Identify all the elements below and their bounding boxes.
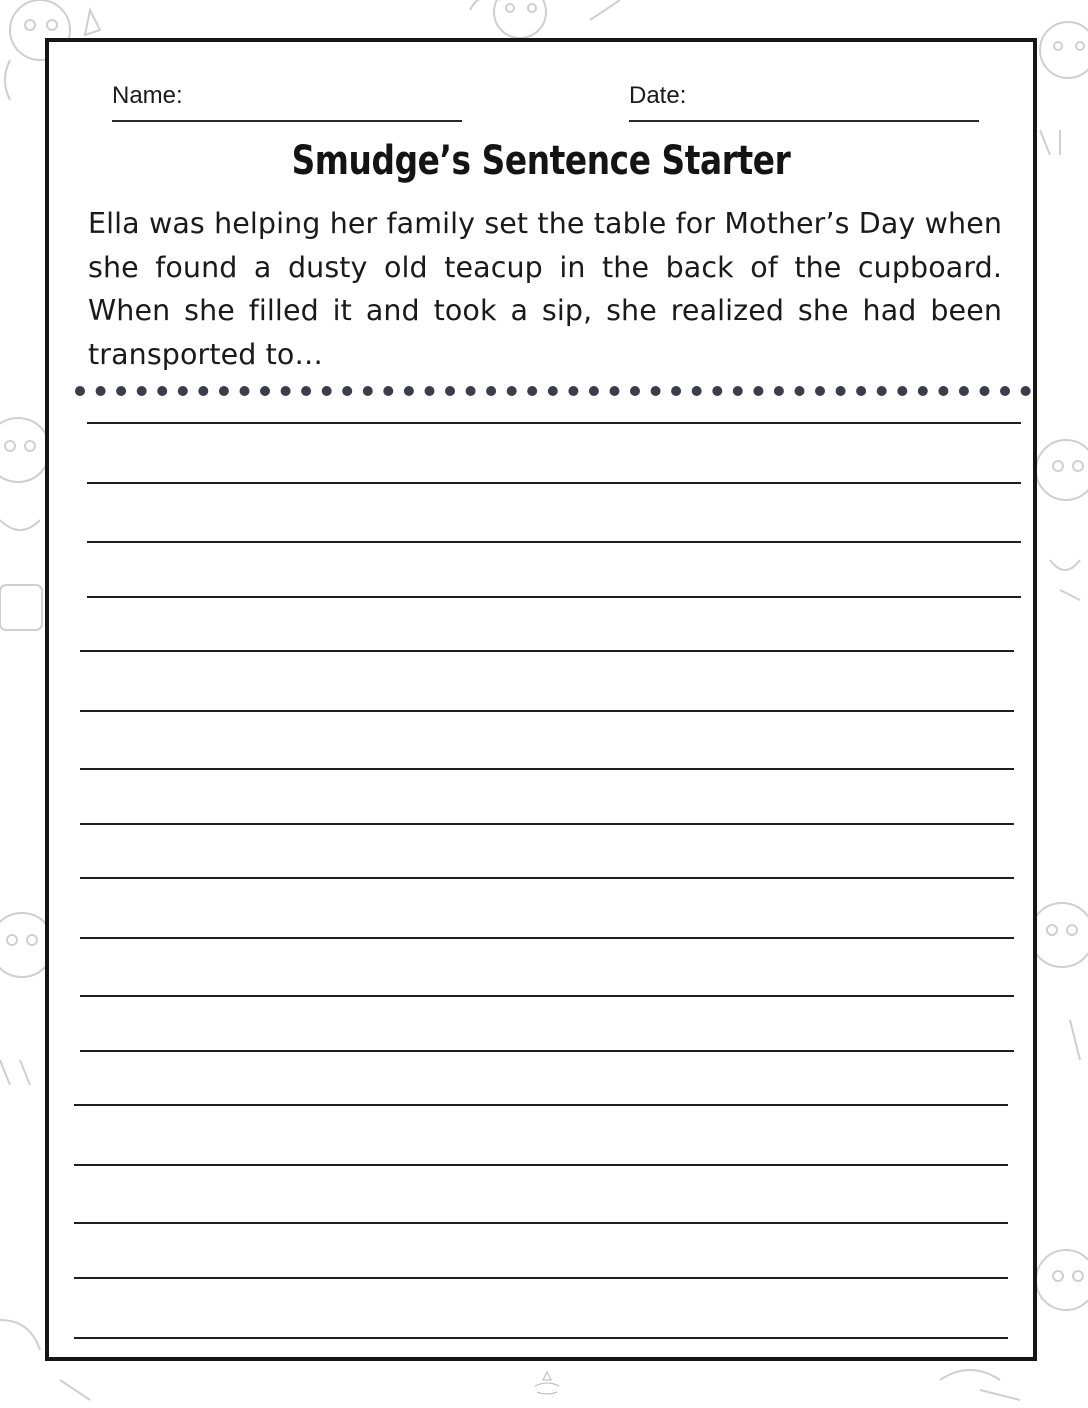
writing-line[interactable] (80, 877, 1014, 879)
writing-line[interactable] (80, 710, 1014, 712)
cartoon-character-doodle-icon (1040, 22, 1088, 155)
divider-dot (425, 386, 435, 396)
date-input-line[interactable] (629, 120, 979, 122)
writing-line[interactable] (87, 422, 1021, 424)
story-prompt: Ella was helping her family set the table for Mother’s Day when she found a dusty old teacup in the back of the cupboard. When she filled it and took a sip, she realized she had been transported to… (88, 207, 1002, 371)
divider-dot (959, 386, 969, 396)
divider-dot (178, 386, 188, 396)
divider-dot (589, 386, 599, 396)
writing-line[interactable] (80, 1050, 1014, 1052)
name-label: Name: (112, 82, 183, 109)
divider-dot (548, 386, 558, 396)
divider-dot (260, 386, 270, 396)
divider-dot (1021, 386, 1031, 396)
divider-dot (671, 386, 681, 396)
divider-dot (96, 386, 106, 396)
divider-dot (815, 386, 825, 396)
divider-dot (733, 386, 743, 396)
writing-line[interactable] (80, 768, 1014, 770)
page-title: Smudge’s Sentence Starter (291, 138, 791, 184)
writing-line[interactable] (80, 995, 1014, 997)
divider-dot (75, 386, 85, 396)
divider-dot (877, 386, 887, 396)
cartoon-character-doodle-icon (470, 0, 620, 38)
divider-dot (753, 386, 763, 396)
cartoon-character-doodle-icon (1030, 903, 1088, 1060)
worksheet-frame (45, 38, 1037, 1361)
divider-dot (918, 386, 928, 396)
divider-dot (938, 386, 948, 396)
date-label: Date: (629, 82, 687, 109)
divider-dot (342, 386, 352, 396)
divider-dot (301, 386, 311, 396)
writing-line[interactable] (87, 596, 1021, 598)
name-input-line[interactable] (112, 120, 462, 122)
divider-dot (795, 386, 805, 396)
writing-line[interactable] (74, 1277, 1008, 1279)
divider-dot (116, 386, 126, 396)
divider-dot (219, 386, 229, 396)
divider-dot (157, 386, 167, 396)
divider-dot (568, 386, 578, 396)
divider-dot (363, 386, 373, 396)
writing-line[interactable] (74, 1222, 1008, 1224)
divider-dot (281, 386, 291, 396)
divider-dot (445, 386, 455, 396)
divider-dot (856, 386, 866, 396)
writing-line[interactable] (74, 1104, 1008, 1106)
writing-line[interactable] (80, 823, 1014, 825)
writing-line[interactable] (74, 1337, 1008, 1339)
divider-dot (383, 386, 393, 396)
writing-line[interactable] (87, 541, 1021, 543)
divider-dot (692, 386, 702, 396)
divider-dot (1000, 386, 1010, 396)
divider-dot (486, 386, 496, 396)
dotted-divider (75, 381, 1035, 401)
cartoon-character-doodle-icon (1036, 440, 1088, 600)
writing-line[interactable] (80, 937, 1014, 939)
divider-dot (507, 386, 517, 396)
divider-dot (198, 386, 208, 396)
writing-line[interactable] (80, 650, 1014, 652)
divider-dot (322, 386, 332, 396)
divider-dot (630, 386, 640, 396)
divider-dot (651, 386, 661, 396)
divider-dot (712, 386, 722, 396)
divider-dot (137, 386, 147, 396)
brand-logo (527, 1370, 567, 1400)
divider-dot (466, 386, 476, 396)
divider-dot (774, 386, 784, 396)
cartoon-character-doodle-icon (0, 418, 50, 630)
divider-dot (240, 386, 250, 396)
divider-dot (404, 386, 414, 396)
divider-dot (527, 386, 537, 396)
divider-dot (836, 386, 846, 396)
divider-dot (610, 386, 620, 396)
divider-dot (897, 386, 907, 396)
writing-line[interactable] (87, 482, 1021, 484)
divider-dot (980, 386, 990, 396)
writing-line[interactable] (74, 1164, 1008, 1166)
